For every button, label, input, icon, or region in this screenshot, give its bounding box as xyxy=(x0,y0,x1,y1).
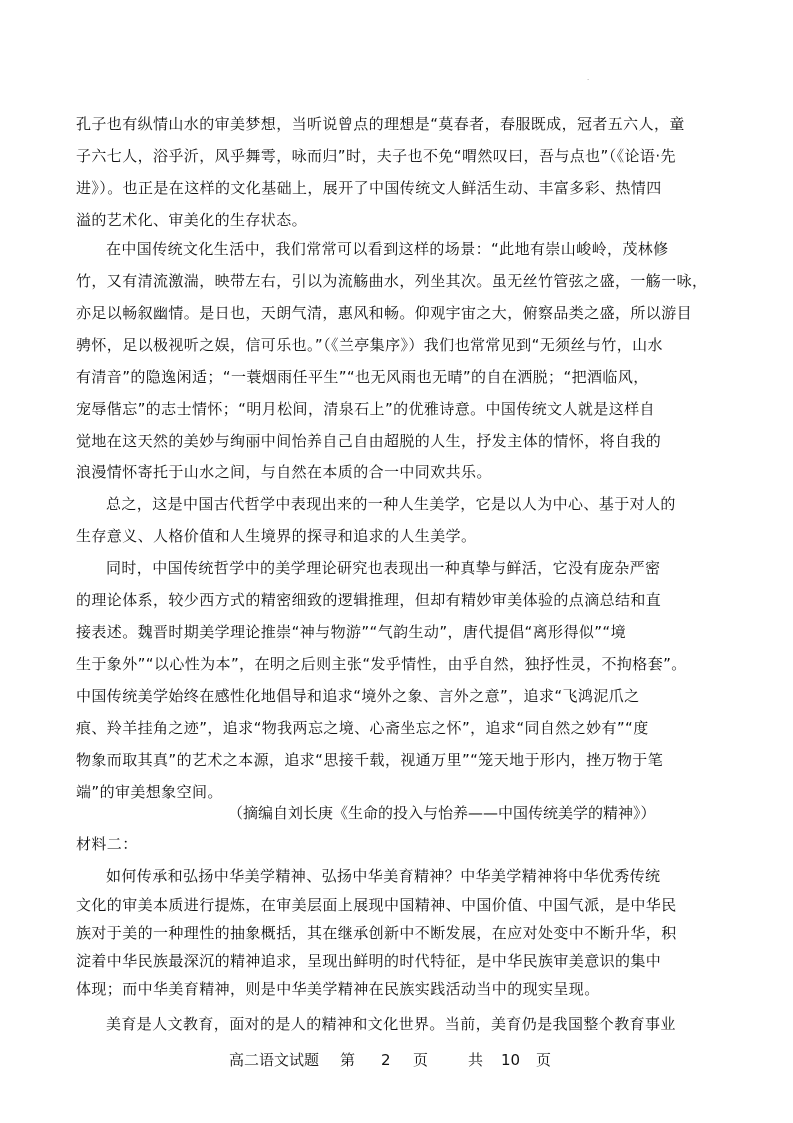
paragraph-line: 美育是人文教育，面对的是人的精神和文化世界。当前，美育仍是我国整个教育事业 xyxy=(106,1015,676,1033)
paragraph-line: 竹，又有清流激湍，映带左右，引以为流觞曲水，列坐其次。虽无丝竹管弦之盛，一觞一咏， xyxy=(76,272,708,290)
paragraph-line: 痕、羚羊挂角之迹”，追求“物我两忘之境、心斋坐忘之怀”，追求“同自然之妙有”“度 xyxy=(76,719,649,737)
paragraph-line: 生存意义、人格价值和人生境界的探寻和追求的人生美学。 xyxy=(76,527,477,545)
paragraph-line: 孔子也有纵情山水的审美梦想，当听说曾点的理想是“莫春者，春服既成，冠者五六人，童 xyxy=(76,115,685,133)
paragraph-line: 子六七人，浴乎沂，风乎舞雩，咏而归”时，夫子也不免“喟然叹曰，吾与点也”（《论语·先 xyxy=(76,147,676,165)
paragraph-line: 进》）。也正是在这样的文化基础上，展开了中国传统文人鲜活生动、丰富多彩、热情四 xyxy=(76,179,662,197)
footer-gong: 共 xyxy=(468,1051,484,1069)
paragraph-line: 觉地在这天然的美妙与绚丽中间怡养自己自由超脱的人生，抒发主体的情怀，将自我的 xyxy=(76,432,662,450)
paragraph-line: 族对于美的一种理性的抽象概括，其在继承创新中不断发展，在应对处变中不断升华，积 xyxy=(76,924,677,942)
paragraph-line: 生于象外”“以心性为本”，在明之后则主张“发乎情性，由乎自然，独抒性灵，不拘格套”。 xyxy=(76,655,687,673)
paragraph-line: 淀着中华民族最深沉的精神追求，呈现出鲜明的时代特征，是中华民族审美意识的集中 xyxy=(76,952,662,970)
paragraph-line: 宠辱偕忘”的志士情怀；“明月松间，清泉石上”的优雅诗意。中国传统文人就是这样自 xyxy=(76,400,655,418)
footer-ye2: 页 xyxy=(536,1051,552,1069)
footer-exam-title: 高二语文试题 xyxy=(229,1051,320,1069)
section-heading: 材料二： xyxy=(76,835,138,853)
paragraph-line: 溢的艺术化、审美化的生存状态。 xyxy=(76,211,308,229)
paragraph-line: 物象而取其真”的艺术之本源，追求“思接千载，视通万里”“笼天地于形内，挫万物于笔 xyxy=(76,751,664,769)
paragraph-line: 端”的审美想象空间。 xyxy=(76,783,223,801)
paragraph-line: 骋怀，足以极视听之娱，信可乐也。”（《兰亭集序》）我们也常常见到“无须丝与竹，山水 xyxy=(76,336,663,354)
paragraph-line: 在中国传统文化生活中，我们常常可以看到这样的场景：“此地有崇山峻岭，茂林修 xyxy=(106,240,669,258)
paragraph-line: 体现；而中华美育精神，则是中华美学精神在民族实践活动当中的现实呈现。 xyxy=(76,980,600,998)
paragraph-line: 接表述。魏晋时期美学理论推崇“神与物游”“气韵生动”，唐代提倡“离形得似”“境 xyxy=(76,623,627,641)
footer-di: 第 xyxy=(340,1051,356,1069)
footer-ye: 页 xyxy=(413,1051,429,1069)
source-citation: （摘编自刘长庚《生命的投入与怡养——中国传统美学的精神》） xyxy=(228,804,656,822)
paragraph-line: 文化的审美本质进行提炼，在审美层面上展现中国精神、中国价值、中国气派，是中华民 xyxy=(76,896,677,914)
footer-page-number: 2 xyxy=(381,1051,391,1069)
paragraph-line: 中国传统美学始终在感性化地倡导和追求“境外之象、言外之意”，追求“飞鸿泥爪之 xyxy=(76,687,640,705)
paragraph-line: 的理论体系，较少西方式的精密细致的逻辑推理，但却有精妙审美体验的点滴总结和直 xyxy=(76,591,662,609)
paragraph-line: 有清音”的隐逸闲适；“一蓑烟雨任平生”“也无风雨也无晴”的自在洒脱；“把酒临风， xyxy=(76,368,649,386)
paragraph-line: 同时，中国传统哲学中的美学理论研究也表现出一种真挚与鲜活，它没有庞杂严密 xyxy=(106,559,661,577)
footer-total-pages: 10 xyxy=(501,1051,521,1069)
paragraph-line: 浪漫情怀寄托于山水之间，与自然在本质的合一中同欢共乐。 xyxy=(76,463,492,481)
paragraph-line: 总之，这是中国古代哲学中表现出来的一种人生美学，它是以人为中心、基于对人的 xyxy=(106,495,676,513)
scan-mark: · xyxy=(587,76,590,84)
paragraph-line: 如何传承和弘扬中华美学精神、弘扬中华美育精神？中华美学精神将中华优秀传统 xyxy=(106,867,661,885)
paragraph-line: 亦足以畅叙幽情。是日也，天朗气清，惠风和畅。仰观宇宙之大，俯察品类之盛，所以游目 xyxy=(76,304,693,322)
